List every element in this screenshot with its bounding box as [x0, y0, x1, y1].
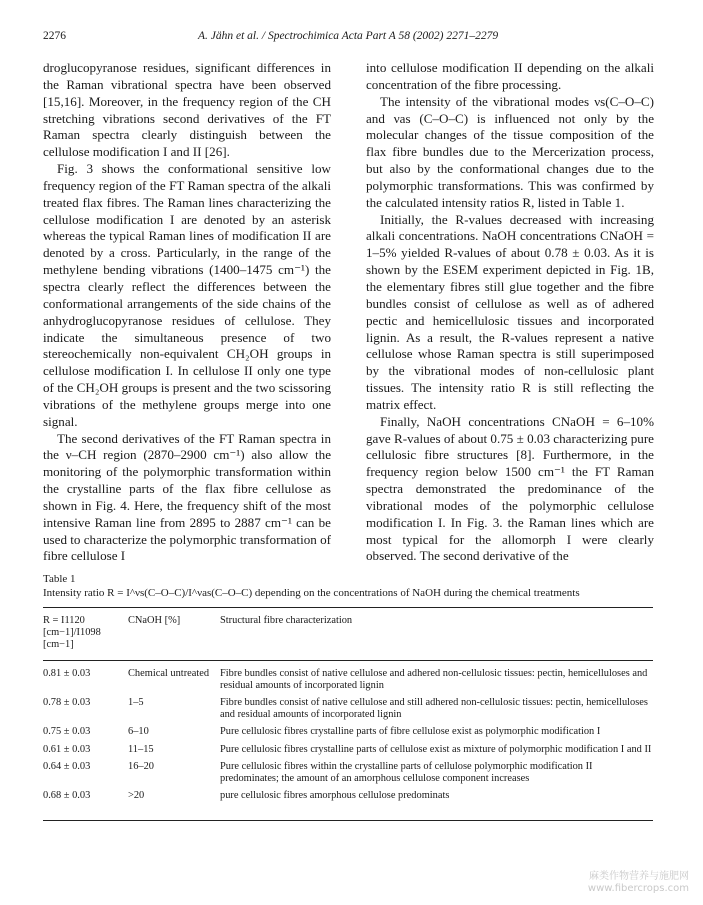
cell-r: 0.75 ± 0.03 — [43, 726, 91, 738]
cell-cnaoh: 6–10 — [128, 726, 149, 738]
right-column — [366, 60, 654, 565]
cell-r: 0.61 ± 0.03 — [43, 743, 91, 755]
header-characterization: Structural fibre characterization — [220, 615, 353, 626]
watermark-line: 麻类作物营养与施肥网 — [589, 871, 689, 882]
table-header-row — [43, 611, 653, 660]
cell-desc: pure cellulosic fibres amorphous cellulose predominats — [220, 790, 450, 802]
header-r: R = I1120 [cm−1]/I1098 [cm−1] — [43, 615, 101, 651]
paragraph: Initially, the R-values decreased with increasing alkali concentrations. NaOH concentrations CNaOH = 1–5% yielded R-values of about 0.78 ± 0.03. As it is shown by the ESEM experiment depicted in Fig. 1B, the elementary fibres still glue together and the fibre bundles consist of cellulose as well as of adhered pectic and hemicellulosic tissues and incorporated lignin. As a result, the R-values represent a native cellulose whose Raman spectra is still superimposed by the vibrational modes of non-cellulosic plant tissues. The intensity ratio R is still reflecting the matrix effect. — [366, 211, 654, 412]
page-header — [43, 30, 663, 46]
table-row — [43, 660, 653, 694]
cell-desc: Fibre bundles consist of native cellulose and still adhered non-cellulosic tissues: pectin, hemicelluloses and residual amounts of incorporated lignin — [220, 697, 648, 721]
paragraph: Finally, NaOH concentrations CNaOH = 6–10% gave R-values of about 0.75 ± 0.03 characterizing pure cellulosic fibre structures [8]. Furthermore, in the frequency region below 1500 cm⁻¹ the FT Raman spectra demonstrated the predominance of the vibrational modes of the polymorphic cellulose modification I. In Fig. 3. the Raman lines which are most typical for the allomorph I were clearly observed. The second derivative of the — [366, 413, 654, 564]
table-label: Table 1 — [43, 573, 76, 585]
paragraph: The intensity of the vibrational modes νs(C–O–C) and νas (C–O–C) is influenced not only by the molecular changes of the tissue composition of the flax fibre bundles due to the Mercerization process, but also by the conformational changes due to the polymorphic transformations. This was confirmed by the calculated intensity ratios R, listed in Table 1. — [366, 93, 654, 210]
cell-cnaoh: 1–5 — [128, 697, 144, 709]
watermark-line: www.fibercrops.com — [587, 883, 689, 894]
cell-cnaoh: >20 — [128, 790, 145, 802]
cell-r: 0.78 ± 0.03 — [43, 697, 91, 709]
table-row — [43, 741, 653, 758]
cell-desc: Pure cellulosic fibres within the crystalline parts of cellulose polymorphic modification II predominates; the amount of an amorphous cellulose component increases — [220, 760, 593, 785]
table-caption: Intensity ratio R = I^νs(C–O–C)/I^νas(C–O–C) depending on the concentrations of NaOH during the chemical treatments — [43, 586, 580, 599]
cell-cnaoh: 11–15 — [128, 743, 154, 755]
cell-cnaoh: Chemical untreated — [128, 667, 210, 679]
intensity-ratio-table — [43, 611, 653, 804]
paragraph: The second derivatives of the FT Raman spectra in the ν–CH region (2870–2900 cm⁻¹) also allow the monitoring of the polymorphic transformation within the crystalline parts of the flax fibre cellulose as shown in Fig. 4. Here, the frequency shift of the most intensive Raman line from 2895 to 2887 cm⁻¹ can be used to characterize the polymorphic transformation of fibre cellulose I — [43, 430, 331, 564]
table-top-rule — [43, 607, 653, 608]
cell-r: 0.68 ± 0.03 — [43, 790, 91, 802]
cell-r: 0.64 ± 0.03 — [43, 760, 91, 772]
site-watermark — [588, 871, 689, 895]
cell-r: 0.81 ± 0.03 — [43, 667, 91, 679]
paragraph: Fig. 3 shows the conformational sensitive low frequency region of the FT Raman spectra of the alkali treated flax fibres. The Raman lines characterizing the cellulose modification I are denoted by an asterisk whereas the typical Raman lines of modification II are denoted by a cross. Particularly, in the range of the methylene bending vibrations (1400–1475 cm⁻¹) the spectra clearly reflect the differences between the conformational arrangements of the side chains of the anhydroglucopyranose residues of cellulose. They indicate the simultaneous presence of two stereochemically non-equivalent CH₂OH groups in cellulose modification I. In cellulose II only one type of the CH₂OH groups is present and the two scissoring vibrations of the methylene groups merge into one signal. — [43, 161, 331, 429]
paragraph: droglucopyranose residues, significant differences in the Raman vibrational spectra have been observed [15,16]. Moreover, in the frequency region of the CH stretching vibrations second derivatives of the FT Raman spectra clearly distinguish between the cellulose modification I and II [26]. — [43, 60, 331, 160]
paragraph: into cellulose modification II depending on the alkali concentration of the fibre processing. — [366, 60, 654, 92]
table-bottom-rule — [43, 820, 653, 821]
table-row — [43, 694, 653, 723]
header-cnaoh: CNaOH [%] — [128, 615, 181, 626]
table-row — [43, 723, 653, 740]
cell-desc: Fibre bundles consist of native cellulose and adhered non-cellulosic tissues: pectin, hemicelluloses and residual amounts of incorporated lignin — [220, 667, 648, 691]
table-row — [43, 758, 653, 787]
table-row — [43, 787, 653, 804]
table-caption-block — [43, 573, 663, 600]
running-title: A. Jähn et al. / Spectrochimica Acta Part A 58 (2002) 2271–2279 — [198, 30, 499, 42]
page-number: 2276 — [43, 30, 66, 42]
left-column — [43, 60, 331, 565]
cell-desc: Pure cellulosic fibres crystalline parts of fibre cellulose exist as polymorphic modification I — [220, 726, 601, 738]
cell-desc: Pure cellulosic fibres crystalline parts of cellulose exist as mixture of polymorphic modification I and II — [220, 743, 652, 755]
cell-cnaoh: 16–20 — [128, 760, 154, 772]
